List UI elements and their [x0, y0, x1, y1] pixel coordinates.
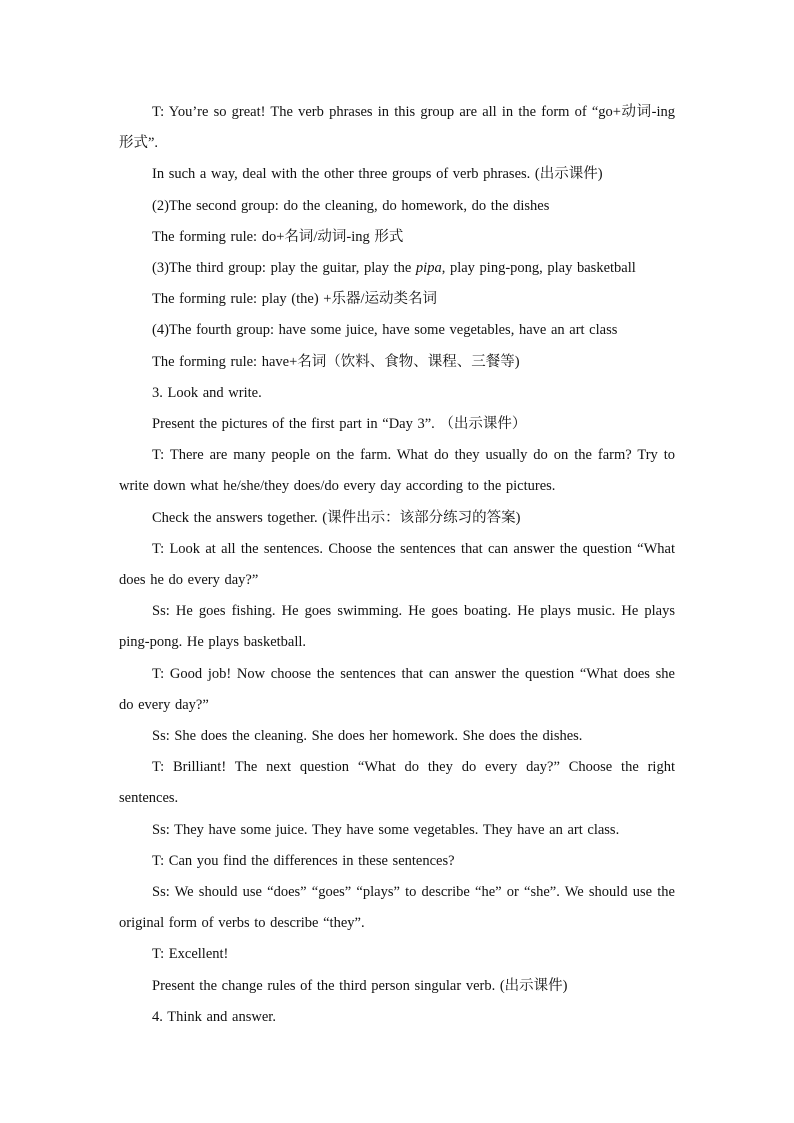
paragraph-students-differences-answer: Ss: We should use “does” “goes” “plays” to describe “he” or “she”. We should use the original form of verbs to describe “they”. — [119, 884, 675, 932]
paragraph-deal-with-other-groups: In such a way, deal with the other three groups of verb phrases. (出示课件) — [152, 166, 603, 183]
paragraph-present-pictures: Present the pictures of the first part in “Day 3”. （出示课件） — [152, 416, 527, 433]
heading-look-and-write: 3. Look and write. — [152, 384, 262, 401]
paragraph-present-change-rules: Present the change rules of the third person singular verb. (出示课件) — [152, 977, 568, 994]
paragraph-students-she-answers: Ss: She does the cleaning. She does her homework. She does the dishes. — [152, 728, 583, 745]
paragraph-students-he-answers: Ss: He goes fishing. He goes swimming. He goes boating. He plays music. He plays ping-pong. He plays basketball. — [119, 603, 675, 651]
paragraph-third-group — [119, 253, 675, 284]
paragraph-teacher-farm-question: T: There are many people on the farm. What do they usually do on the farm? Try to write down what he/she/they does/do every day according to the pictures. — [119, 447, 675, 495]
third-group-text-after: , play ping-pong, play basketball — [441, 260, 636, 277]
paragraph-students-they-answers: Ss: They have some juice. They have some vegetables. They have an art class. — [152, 821, 620, 838]
third-group-text-before: (3)The third group: play the guitar, play the — [152, 260, 416, 277]
paragraph-teacher-choose-they: T: Brilliant! The next question “What do they do every day?” Choose the right sentences. — [119, 759, 675, 807]
paragraph-forming-rule-have: The forming rule: have+名词（饮料、食物、课程、三餐等) — [152, 353, 520, 370]
paragraph-check-answers: Check the answers together. (课件出示：该部分练习的答案) — [152, 509, 521, 526]
paragraph-teacher-differences: T: Can you find the differences in these sentences? — [152, 852, 455, 869]
paragraph-forming-rule-play: The forming rule: play (the) +乐器/运动类名词 — [152, 291, 437, 308]
paragraph-teacher-choose-he: T: Look at all the sentences. Choose the sentences that can answer the question “What does he do every day?” — [119, 540, 675, 589]
paragraph-forming-rule-do: The forming rule: do+名词/动词-ing 形式 — [152, 228, 404, 245]
paragraph-teacher-excellent: T: Excellent! — [152, 946, 229, 963]
paragraph-teacher-choose-she: T: Good job! Now choose the sentences that can answer the question “What does she do every day?” — [119, 665, 675, 713]
paragraph-teacher-praise-go-ing: T: You’re so great! The verb phrases in this group are all in the form of “go+动词-ing 形式”. — [119, 104, 675, 152]
document-body — [119, 97, 675, 1033]
paragraph-second-group: (2)The second group: do the cleaning, do homework, do the dishes — [152, 197, 550, 214]
heading-think-and-answer: 4. Think and answer. — [152, 1008, 276, 1025]
paragraph-fourth-group: (4)The fourth group: have some juice, have some vegetables, have an art class — [152, 322, 618, 339]
third-group-italic-word: pipa — [415, 260, 442, 277]
